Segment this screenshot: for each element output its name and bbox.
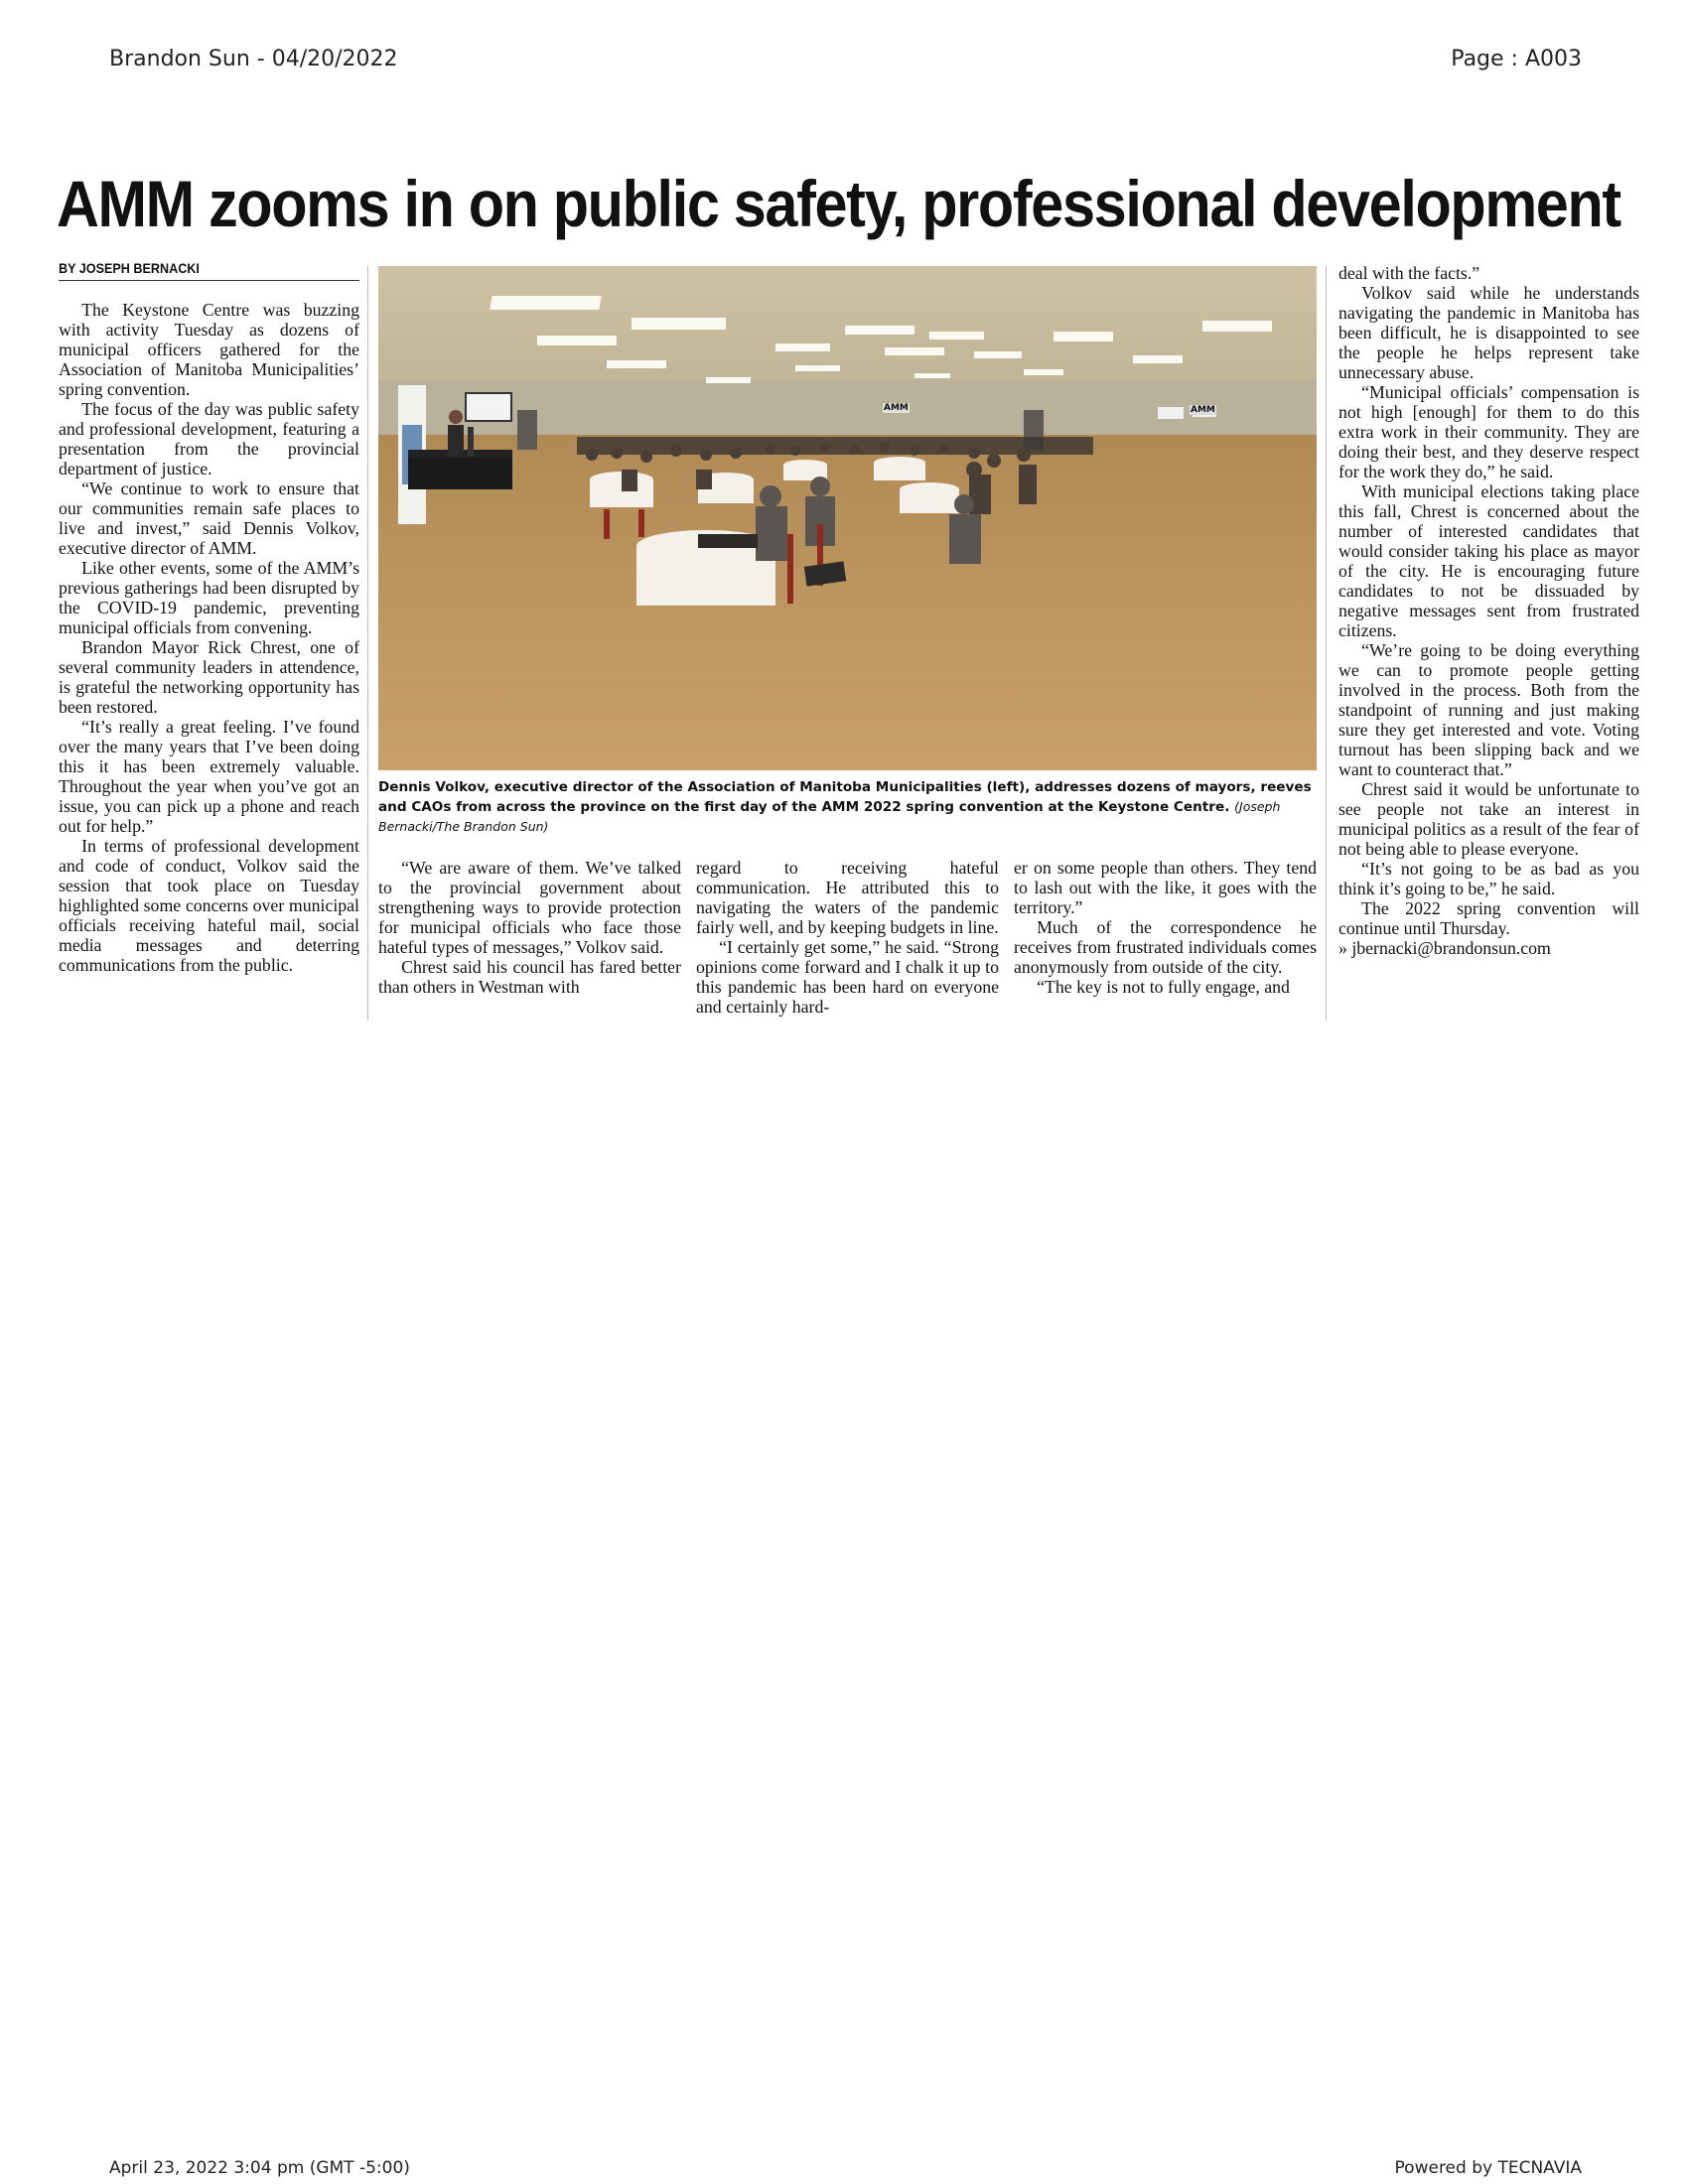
powered-by: Powered by TECNAVIA bbox=[1394, 2158, 1582, 2178]
paragraph: “It’s really a great feeling. I’ve found over the many years that I’ve been doing this it has been extremely valuable. Throughout the year when you’ve got an issue, you can pick up a phone and reach out for help.” bbox=[59, 717, 359, 836]
paragraph: With municipal elections taking place this fall, Chrest is concerned about the number of interested candidates that would consider taking his place as mayor of the city. He is encouraging future candidates to not be dissuaded by negative messages sent from frustrated citizens. bbox=[1338, 481, 1639, 640]
article-column-1 bbox=[59, 300, 359, 975]
article-column-5 bbox=[1338, 263, 1639, 958]
paragraph: regard to receiving hateful communication. He attributed this to navigating the waters of the pandemic fairly well, and by keeping budgets in line. bbox=[696, 858, 999, 937]
publication-date: Brandon Sun - 04/20/2022 bbox=[109, 47, 398, 71]
column-divider bbox=[1326, 266, 1327, 1021]
banner-sign: AMM bbox=[1191, 405, 1215, 415]
paragraph: “We are aware of them. We’ve talked to the provincial government about strengthening ways to provide protection for municipal officials who face those hateful types of messages,” Volkov said. bbox=[378, 858, 681, 957]
article-column-2 bbox=[378, 858, 681, 997]
paragraph: “The key is not to fully engage, and bbox=[1037, 977, 1290, 997]
paragraph: Much of the correspondence he receives from frustrated individuals comes anonymously from outside of the city. bbox=[1014, 917, 1317, 977]
paragraph: The focus of the day was public safety and professional development, featuring a presentation from the provincial department of justice. bbox=[59, 399, 359, 478]
article-column-4 bbox=[1014, 858, 1317, 997]
author-email[interactable]: » jbernacki@brandonsun.com bbox=[1338, 938, 1551, 958]
paragraph: The 2022 spring convention will continue until Thursday. bbox=[1338, 898, 1639, 938]
photo-illustration bbox=[378, 266, 1317, 770]
byline-rule bbox=[59, 280, 359, 281]
paragraph: “It’s not going to be as bad as you think it’s going to be,” he said. bbox=[1338, 859, 1639, 898]
print-timestamp: April 23, 2022 3:04 pm (GMT -5:00) bbox=[109, 2158, 410, 2178]
paragraph: deal with the facts.” bbox=[1338, 263, 1480, 283]
paragraph: er on some people than others. They tend to lash out with the like, it goes with the territory.” bbox=[1014, 858, 1317, 917]
paragraph: Volkov said while he understands navigating the pandemic in Manitoba has been difficult, he is disappointed to see the people he helps represent take unnecessary abuse. bbox=[1338, 283, 1639, 382]
paragraph: “We’re going to be doing everything we can to promote people getting involved in the process. Both from the standpoint of running and just making sure they get interested and vote. Voting turnout has been slipping back and we want to counteract that.” bbox=[1338, 640, 1639, 779]
column-divider bbox=[367, 266, 368, 1021]
caption-text: Dennis Volkov, executive director of the Association of Manitoba Municipalities (left), addresses dozens of mayors, reeves and CAOs from across the province on the first day of the AMM 2022 spring convention at the Keystone Centre. bbox=[378, 779, 1312, 815]
paragraph: The Keystone Centre was buzzing with activity Tuesday as dozens of municipal officers gathered for the Association of Manitoba Municipalities’ spring convention. bbox=[59, 300, 359, 399]
page-number: Page : A003 bbox=[1451, 47, 1582, 71]
photo-caption bbox=[378, 778, 1317, 837]
byline: BY JOSEPH BERNACKI bbox=[59, 260, 200, 276]
paragraph: Chrest said it would be unfortunate to see people not take an interest in municipal politics as a result of the fear of not being able to please everyone. bbox=[1338, 779, 1639, 859]
paragraph: In terms of professional development and code of conduct, Volkov said the session that took place on Tuesday highlighted some concerns over municipal officials receiving hateful mail, social media messages and deterring communications from the public. bbox=[59, 836, 359, 975]
paragraph: Like other events, some of the AMM’s previous gatherings had been disrupted by the COVID-19 pandemic, preventing municipal officials from convening. bbox=[59, 558, 359, 637]
headline: AMM zooms in on public safety, professional development bbox=[57, 167, 1620, 240]
paragraph: “I certainly get some,” he said. “Strong opinions come forward and I chalk it up to this pandemic has been hard on everyone and certainly hard- bbox=[696, 937, 999, 1017]
convention-photo bbox=[378, 266, 1317, 770]
banner-sign: AMM bbox=[884, 403, 909, 413]
paragraph: Brandon Mayor Rick Chrest, one of several community leaders in attendence, is grateful the networking opportunity has been restored. bbox=[59, 637, 359, 717]
paragraph: Chrest said his council has fared better than others in Westman with bbox=[378, 957, 681, 997]
photo-credit: (Joseph Bernacki/The Brandon Sun) bbox=[378, 799, 1281, 834]
paragraph: “We continue to work to ensure that our communities remain safe places to live and invest,” said Dennis Volkov, executive director of AMM. bbox=[59, 478, 359, 558]
article-column-3 bbox=[696, 858, 999, 1017]
paragraph: “Municipal officials’ compensation is not high [enough] for them to do this extra work in their community. They are doing their best, and they deserve respect for the work they do,” he said. bbox=[1338, 382, 1639, 481]
